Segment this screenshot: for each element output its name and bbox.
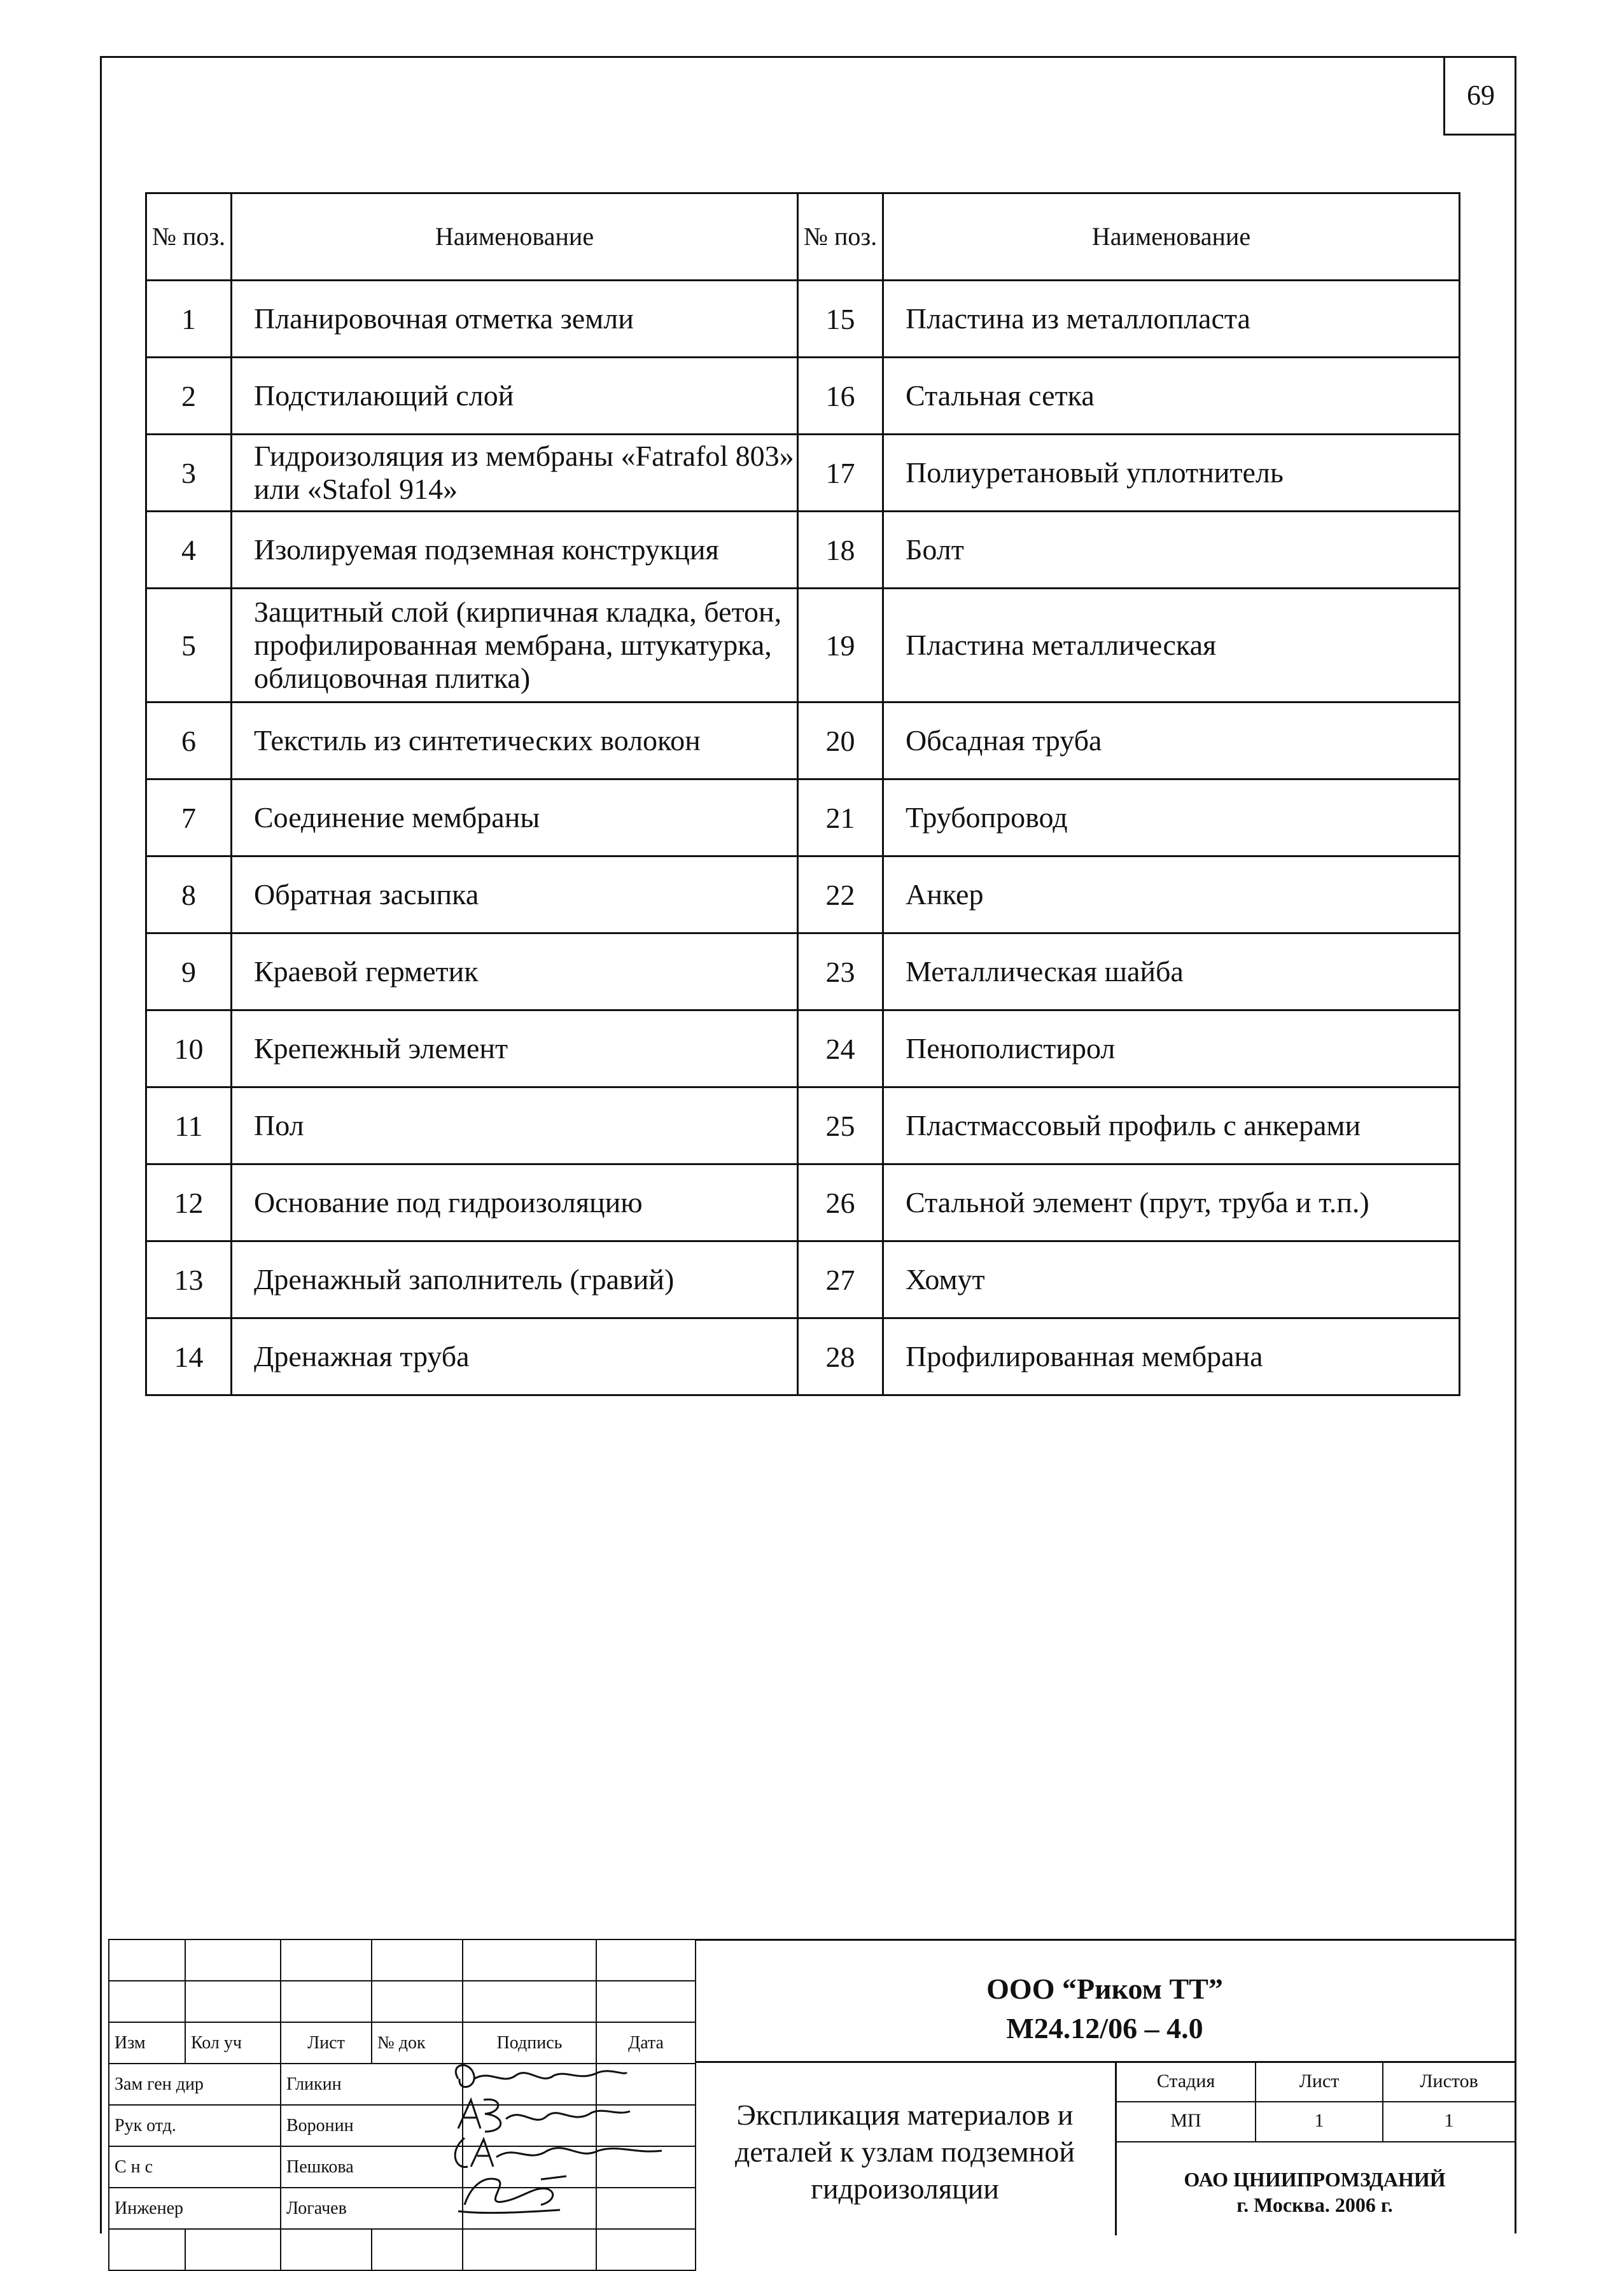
stage-label: Стадия — [1156, 2071, 1215, 2092]
table-row — [146, 1010, 1460, 1087]
signature-logachev — [445, 2167, 585, 2218]
row-name-right: Пластина из металлопласта — [883, 281, 1460, 358]
row-name-left: Соединение мембраны — [232, 779, 798, 856]
row-name-left: Дренажная труба — [232, 1318, 798, 1395]
table-row — [146, 589, 1460, 702]
row-number-right: 20 — [798, 702, 883, 779]
row-number-right: 26 — [798, 1164, 883, 1241]
row-name-right: Пластина металлическая — [883, 589, 1460, 702]
row-number-right: 28 — [798, 1318, 883, 1395]
row-name-left: Защитный слой (кирпичная кладка, бетон, профилированная мембрана, штукатурка, облицовочная плитка) — [232, 589, 798, 702]
col-kol-uch: Кол уч — [185, 2022, 281, 2064]
row-number-right: 23 — [798, 933, 883, 1010]
person-role: Зам ген дир — [109, 2064, 281, 2105]
row-name-right: Пластмассовый профиль с анкерами — [883, 1087, 1460, 1164]
row-name-right: Пенополистирол — [883, 1010, 1460, 1087]
row-number-right: 22 — [798, 856, 883, 933]
person-role: С н с — [109, 2146, 281, 2188]
maker-name: ОАО ЦНИИПРОМЗДАНИЙ — [1184, 2168, 1446, 2191]
row-number-left: 11 — [146, 1087, 232, 1164]
row-name-left: Краевой герметик — [232, 933, 798, 1010]
col-n-dok: № док — [372, 2022, 463, 2064]
table-row — [146, 512, 1460, 589]
organization-block — [695, 1969, 1515, 2048]
row-number-left: 14 — [146, 1318, 232, 1395]
person-name: Воронин — [281, 2105, 463, 2146]
table-row — [146, 779, 1460, 856]
table-row — [146, 358, 1460, 435]
row-name-right: Обсадная труба — [883, 702, 1460, 779]
header-name-right: Наименование — [883, 193, 1460, 281]
row-name-right: Анкер — [883, 856, 1460, 933]
header-num-left: № поз. — [146, 193, 232, 281]
row-name-left: Подстилающий слой — [232, 358, 798, 435]
row-name-right: Стальной элемент (прут, труба и т.п.) — [883, 1164, 1460, 1241]
table-row — [146, 435, 1460, 512]
row-number-right: 15 — [798, 281, 883, 358]
row-name-right: Профилированная мембрана — [883, 1318, 1460, 1395]
row-name-right: Болт — [883, 512, 1460, 589]
row-number-left: 7 — [146, 779, 232, 856]
row-number-left: 10 — [146, 1010, 232, 1087]
row-number-left: 9 — [146, 933, 232, 1010]
row-name-left: Текстиль из синтетических волокон — [232, 702, 798, 779]
row-number-right: 27 — [798, 1241, 883, 1318]
row-name-right: Стальная сетка — [883, 358, 1460, 435]
row-number-left: 2 — [146, 358, 232, 435]
table-row — [146, 1087, 1460, 1164]
row-name-left: Основание под гидроизоляцию — [232, 1164, 798, 1241]
maker-city: г. Москва. 2006 г. — [1236, 2193, 1393, 2216]
row-number-left: 6 — [146, 702, 232, 779]
explication-table — [145, 192, 1460, 1396]
row-name-left: Обратная засыпка — [232, 856, 798, 933]
row-number-right: 21 — [798, 779, 883, 856]
row-name-left: Пол — [232, 1087, 798, 1164]
row-name-right: Металлическая шайба — [883, 933, 1460, 1010]
row-number-right: 18 — [798, 512, 883, 589]
stage-value: МП — [1170, 2110, 1201, 2131]
table-row — [146, 1241, 1460, 1318]
sheets-value: 1 — [1444, 2110, 1454, 2131]
col-list: Лист — [281, 2022, 372, 2064]
person-role: Рук отд. — [109, 2105, 281, 2146]
row-name-left: Гидроизоляция из мембраны «Fatrafol 803» или «Stafol 914» — [232, 435, 798, 512]
row-number-right: 16 — [798, 358, 883, 435]
row-name-left: Изолируемая подземная конструкция — [232, 512, 798, 589]
col-data: Дата — [596, 2022, 696, 2064]
row-number-left: 13 — [146, 1241, 232, 1318]
person-name: Гликин — [281, 2064, 463, 2105]
sheet-number: 69 — [1443, 56, 1516, 136]
document-code: М24.12/06 – 4.0 — [1006, 2012, 1203, 2044]
table-row — [146, 856, 1460, 933]
row-name-right: Трубопровод — [883, 779, 1460, 856]
col-podpis: Подпись — [463, 2022, 596, 2064]
table-row — [146, 702, 1460, 779]
col-izm: Изм — [109, 2022, 185, 2064]
stamp-person-row — [109, 2188, 696, 2229]
table-row — [146, 1164, 1460, 1241]
document-title: Экспликация материалов и деталей к узлам подземной гидроизоляции — [735, 2099, 1075, 2205]
row-number-left: 1 — [146, 281, 232, 358]
sheet-label: Лист — [1299, 2071, 1340, 2092]
row-name-left: Дренажный заполнитель (гравий) — [232, 1241, 798, 1318]
row-number-right: 25 — [798, 1087, 883, 1164]
row-name-left: Планировочная отметка земли — [232, 281, 798, 358]
header-num-right: № поз. — [798, 193, 883, 281]
table-row — [146, 1318, 1460, 1395]
row-name-left: Крепежный элемент — [232, 1010, 798, 1087]
row-name-right: Хомут — [883, 1241, 1460, 1318]
sheet-value: 1 — [1314, 2110, 1324, 2131]
row-number-right: 19 — [798, 589, 883, 702]
row-number-left: 5 — [146, 589, 232, 702]
table-row — [146, 933, 1460, 1010]
person-name: Пешкова — [281, 2146, 463, 2188]
table-header-row — [146, 193, 1460, 281]
person-name: Логачев — [281, 2188, 463, 2229]
row-number-left: 3 — [146, 435, 232, 512]
person-role: Инженер — [109, 2188, 281, 2229]
sheets-label: Листов — [1420, 2071, 1478, 2092]
stamp-right-block — [695, 1939, 1515, 2233]
row-name-right: Полиуретановый уплотнитель — [883, 435, 1460, 512]
header-name-left: Наименование — [232, 193, 798, 281]
organization-name: ООО “Риком ТТ” — [986, 1973, 1223, 2005]
row-number-right: 24 — [798, 1010, 883, 1087]
row-number-left: 4 — [146, 512, 232, 589]
row-number-left: 12 — [146, 1164, 232, 1241]
row-number-right: 17 — [798, 435, 883, 512]
maker-block — [1115, 2167, 1515, 2218]
row-number-left: 8 — [146, 856, 232, 933]
table-row — [146, 281, 1460, 358]
